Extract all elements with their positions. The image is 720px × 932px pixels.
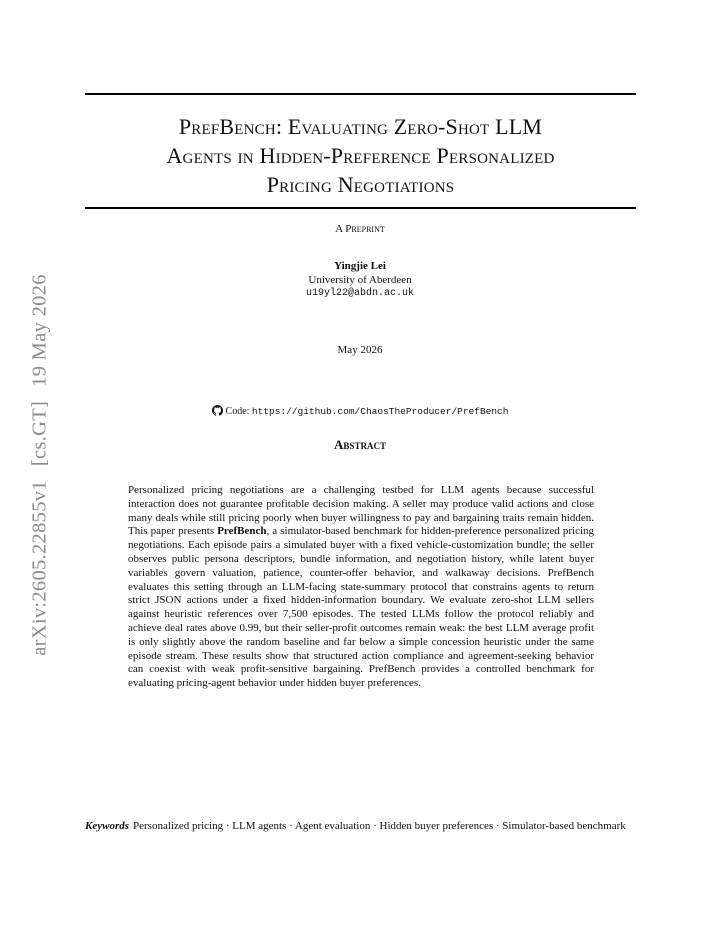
keywords-line	[85, 819, 636, 834]
github-icon	[212, 405, 223, 419]
author-block	[0, 259, 720, 301]
title-line-3: Pricing Negotiations	[266, 172, 455, 197]
abstract-text	[128, 484, 594, 691]
code-link-line	[0, 405, 720, 419]
title-top-rule	[85, 93, 636, 95]
arxiv-category: [cs.GT]	[28, 400, 51, 467]
paper-title	[85, 112, 636, 199]
author-name: Yingjie Lei	[334, 260, 386, 272]
arxiv-id: arXiv:2605.22855v1	[28, 480, 51, 656]
keywords-text: Personalized pricing · LLM agents · Agent evaluation · Hidden buyer preferences · Simulator-based benchmark	[133, 820, 626, 832]
abstract-heading: Abstract	[334, 437, 386, 452]
abstract-text-part-1: Personalized pricing negotiations are a challenging testbed for LLM agents because successful interaction does not guarantee profitable decision making. A seller may produce valid actions and close many deals while still pricing poorly when buyer willingness to pay and bargaining traits remain hidden. This paper presents	[128, 484, 594, 538]
code-label: Code:	[225, 406, 250, 417]
author-affiliation: University of Aberdeen	[308, 274, 412, 286]
title-bottom-rule	[85, 207, 636, 209]
title-line-1: PrefBench: Evaluating Zero-Shot LLM	[178, 114, 543, 139]
title-line-2: Agents in Hidden-Preference Personalized	[166, 143, 555, 168]
keywords-label: Keywords	[85, 820, 129, 832]
arxiv-stamp	[29, 274, 52, 656]
paper-date: May 2026	[337, 344, 383, 356]
abstract-text-part-2: , a simulator-based benchmark for hidden-preference personalized pricing negotiations. Each episode pairs a simulated buyer with a fixed vehicle-customization bundle; the seller observes public persona descriptors, bundle information, and negotiation history, while latent buyer variables govern valuation, patience, counter-offer behavior, and walkaway decisions. PrefBench evaluates this setting through an LLM-facing state-summary protocol that constrains agents to return strict JSON actions under a fixed hidden-information boundary. We evaluate zero-shot LLM sellers against heuristic references over 7,500 episodes. The tested LLMs follow the protocol reliably and achieve deal rates above 0.99, but their seller-profit outcomes remain weak: the best LLM average profit is only slightly above the random baseline and far below a simple concession heuristic under the same episode stream. These results show that structured action compliance and agreement-seeking behavior can coexist with weak profit-sensitive bargaining. PrefBench provides a controlled benchmark for evaluating pricing-agent behavior under hidden buyer preferences.	[128, 525, 595, 690]
arxiv-date: 19 May 2026	[28, 274, 51, 387]
preprint-label: A Preprint	[335, 223, 385, 235]
abstract-bold-name: PrefBench	[217, 525, 267, 538]
author-email: u19yl22@abdn.ac.uk	[305, 288, 415, 299]
code-url-link[interactable]: https://github.com/ChaosTheProducer/PrefBench	[251, 406, 509, 417]
